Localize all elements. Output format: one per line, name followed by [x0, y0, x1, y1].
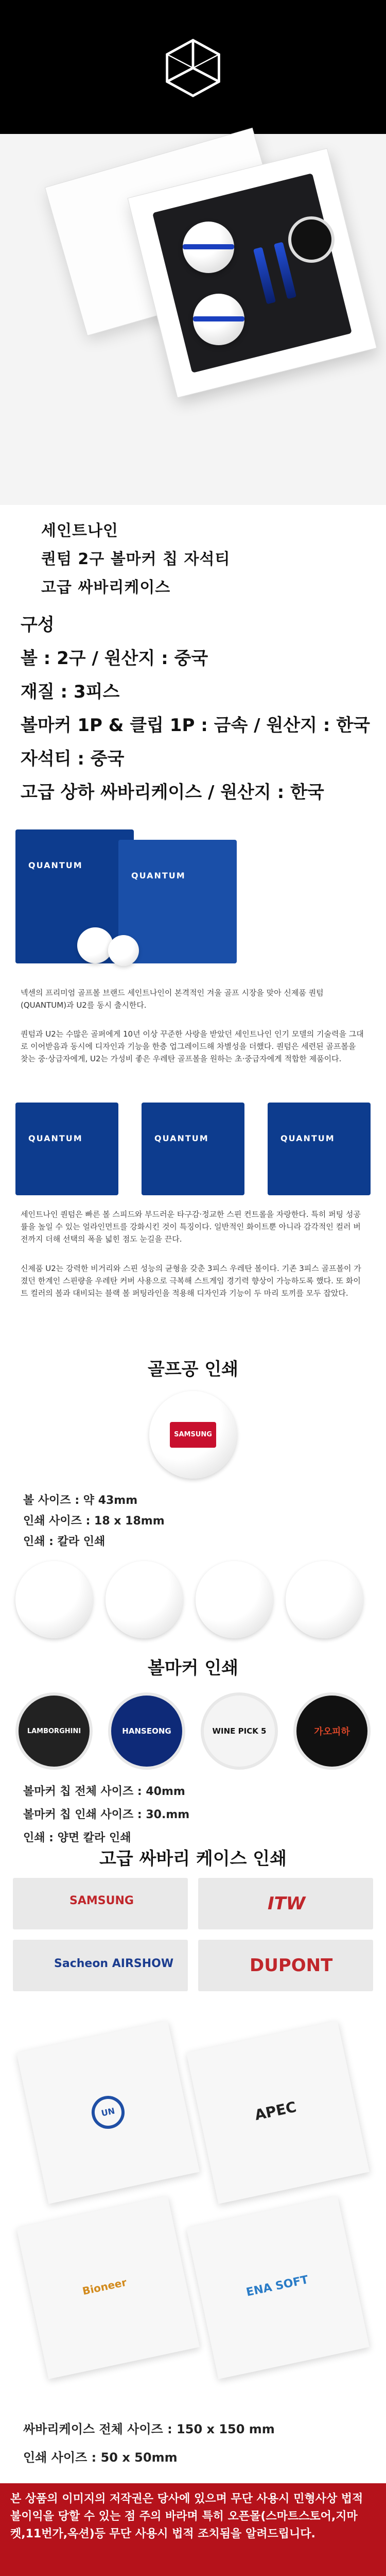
printed-ball-marker: LAMBORGHINI [15, 1692, 93, 1770]
case-pouch: ENA SOFT [186, 2196, 370, 2379]
marker-print-title: 볼마커 인쇄 [147, 1658, 239, 1679]
case-pouch: Bioneer [16, 2196, 200, 2379]
printed-golf-ball [286, 1561, 363, 1638]
golf-ball [183, 222, 234, 273]
golf-ball [193, 294, 244, 345]
quantum-paragraph: 넥센의 프리미엄 골프볼 브랜드 세인트나인이 본격적인 겨울 골프 시장을 맞아 신제품 퀀텀(QUANTUM)과 U2를 동시 출시한다. [21, 988, 324, 1010]
marker-chip-size: 볼마커 칩 전체 사이즈 : 40mm [23, 1785, 185, 1798]
product-name: 퀀텀 2구 볼마커 칩 자석티 [41, 550, 231, 568]
spec-item: 고급 상하 싸바리케이스 / 원산지 : 한국 [21, 782, 324, 803]
case-print-sample: Sacheon AIRSHOW [13, 1940, 188, 1991]
quantum-box-image: QUANTUM [268, 1103, 371, 1195]
case-pouch: APEC [186, 2021, 370, 2204]
spec-item: 재질 : 3피스 [21, 682, 120, 702]
quantum-box-image: QUANTUM [142, 1103, 244, 1195]
quantum-box-image: QUANTUM [118, 840, 237, 963]
golf-ball [77, 927, 113, 963]
quantum-box-image: QUANTUM [15, 1103, 118, 1195]
ball-print-title: 골프공 인쇄 [147, 1359, 239, 1380]
marker-print-type: 인쇄 : 양면 칼라 인쇄 [23, 1832, 131, 1844]
case-print-sample: SAMSUNG [13, 1878, 188, 1929]
printed-ball-marker: 가오피하 [293, 1692, 371, 1770]
spec-item: 볼 : 2구 / 원산지 : 중국 [21, 648, 208, 669]
specs-heading: 구성 [21, 615, 55, 635]
copyright-notice: 본 상품의 이미지의 저작권은 당사에 있으며 무단 사용시 민형사상 법적 불이익을 당할 수 있는 점 주의 바라며 특히 오픈몰(스마트스토어,지마켓,11번가,옥션)등 무단 사용시 법적 조치됨을 알려드립니다. [0, 2483, 386, 2576]
case-pouch: UN [16, 2021, 200, 2204]
case-print-sample: DUPONT [198, 1940, 373, 1991]
printed-ball-marker: WINE PICK 5 [201, 1692, 278, 1770]
quantum-paragraph: 세인트나인 퀀텀은 빠른 볼 스피드와 부드러운 타구감·정교한 스핀 컨트롤을 자랑한다. 특히 퍼팅 성공률을 높일 수 있는 얼라인먼트를 강화시킨 것이 특징이다. 일반적인 화이트뿐 아니라 감각적인 컬러 버전까지 더해 선택의 폭을 넓힌 점도 눈길을 끈다. [21, 1210, 361, 1244]
quantum-paragraph: 신제품 U2는 강력한 비거리와 스핀 성능의 균형을 갖춘 3피스 우레탄 볼이다. 기존 3피스 골프볼이 가졌던 한계인 스핀량을 우레탄 커버 사용으로 극복해 스트게임 경기력 향상이 가능하도록 했다. 또 화이트 컬러의 볼과 대비되는 블랙 볼 퍼팅라인을 적용해 디자인과 기능이 두 마리 토끼를 모두 잡았다. [21, 1264, 361, 1298]
printed-golf-ball [106, 1561, 183, 1638]
ball-marker [288, 216, 335, 263]
marker-print-size: 볼마커 칩 인쇄 사이즈 : 30.mm [23, 1808, 190, 1821]
printed-golf-ball [196, 1561, 273, 1638]
spec-item: 자석티 : 중국 [21, 749, 125, 769]
case-print-size: 인쇄 사이즈 : 50 x 50mm [23, 2450, 178, 2465]
golf-ball [108, 935, 139, 966]
printed-golf-ball: SAMSUNG [149, 1391, 237, 1479]
quantum-box-image: QUANTUM [15, 829, 134, 963]
product-case: 고급 싸바리케이스 [41, 579, 171, 597]
quantum-paragraph: 퀀텀과 U2는 수많은 골퍼에게 10년 이상 꾸준한 사랑을 받았던 세인트나인 인기 모델의 기술력을 그대로 이어받음과 동시에 디자인과 기능을 한층 업그레이드해 차별성을 더했다. 퀀텀은 세련된 골프볼을 찾는 중·상급자에게, U2는 가성비 좋은 우레탄 골프볼을 원하는 초·중급자에게 적합한 제품이다. [21, 1029, 364, 1063]
case-print-title: 고급 싸바리 케이스 인쇄 [99, 1849, 287, 1869]
case-size: 싸바리케이스 전체 사이즈 : 150 x 150 mm [23, 2422, 275, 2436]
case-print-sample: ITW [198, 1878, 373, 1929]
ball-print-type: 인쇄 : 칼라 인쇄 [23, 1535, 106, 1548]
cube-hexagon-icon [162, 37, 224, 99]
printed-golf-ball [15, 1561, 93, 1638]
product-brand: 세인트나인 [41, 522, 118, 540]
spec-item: 볼마커 1P & 클립 1P : 금속 / 원산지 : 한국 [21, 715, 370, 736]
ball-size: 볼 사이즈 : 약 43mm [23, 1494, 138, 1507]
printed-ball-marker: HANSEONG [108, 1692, 185, 1770]
ball-print-size: 인쇄 사이즈 : 18 x 18mm [23, 1515, 165, 1528]
